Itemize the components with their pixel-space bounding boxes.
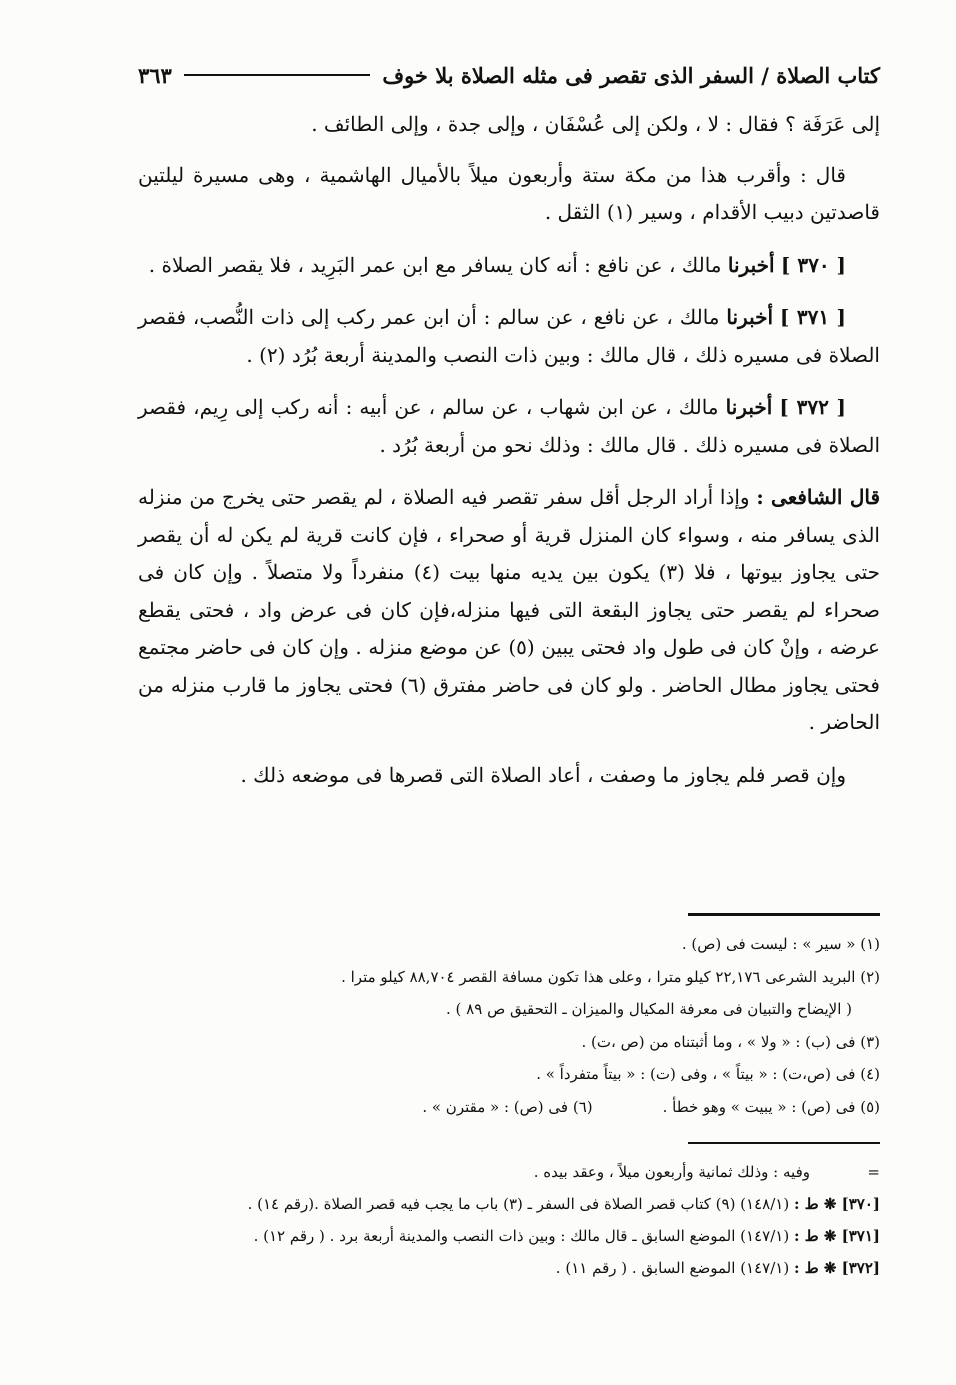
header-rule — [184, 74, 370, 76]
main-text — [138, 106, 880, 809]
continuation-text: وفيه : وذلك ثمانية وأربعون ميلاً ، وعقد بيده . — [533, 1163, 810, 1181]
hadith-371 — [138, 299, 880, 374]
reference-text-371: (١٤٧/١) الموضع السابق ـ قال مالك : وبين ذات النصب والمدينة أربعة برد . ( رقم ١٢) . — [253, 1227, 790, 1245]
hadith-number-370: [ ٣٧٠ ] — [780, 252, 846, 277]
hadith-lead-371: أخبرنا — [726, 305, 774, 329]
page-number: ٣٦٣ — [138, 62, 172, 88]
footnote-3: (٣) فى (ب) : « ولا » ، وما أثبتناه من (ص ،ت) . — [581, 1032, 880, 1051]
hadith-lead-372: أخبرنا — [725, 395, 773, 419]
reference-371 — [138, 1220, 880, 1252]
shafii-commentary — [138, 479, 880, 742]
hadith-370 — [138, 247, 880, 285]
hadith-text-370: مالك ، عن نافع : أنه كان يسافر مع ابن عمر البَرِيد ، فلا يقصر الصلاة . — [148, 252, 722, 277]
footnote-5-6 — [138, 1091, 880, 1124]
hadith-lead-370: أخبرنا — [727, 252, 775, 277]
reference-text-372: (١٤٧/١) الموضع السابق . ( رقم ١١) . — [555, 1259, 790, 1277]
paragraph-final: وإن قصر فلم يجاوز ما وصفت ، أعاد الصلاة التى قصرها فى موضعه ذلك . — [240, 762, 846, 787]
footnote-5: (٥) فى (ص) : « يبيت » وهو خطأ . — [662, 1097, 880, 1116]
continuation-mark: = — [867, 1163, 880, 1181]
footnotes — [138, 928, 880, 1123]
footnote-1: (١) « سير » : ليست فى (ص) . — [681, 935, 880, 953]
reference-continuation — [138, 1156, 880, 1188]
footnote-2: (٢) البريد الشرعى ٢٢,١٧٦ كيلو مترا ، وعلى هذا تكون مسافة القصر ٨٨,٧٠٤ كيلو مترا . — [341, 967, 880, 986]
references — [138, 1156, 880, 1284]
paragraph-distance: قال : وأقرب هذا من مكة ستة وأربعون ميلاً بالأميال الهاشمية ، وهى مسيرة ليلتين قاصدتين دبيب الأقدام ، وسير (١) الثقل . — [138, 162, 880, 224]
hadith-372 — [138, 389, 880, 464]
shafii-lead: قال الشافعى : — [756, 485, 881, 509]
reference-370 — [138, 1188, 880, 1220]
reference-code-370: [٣٧٠] ❋ ط : — [793, 1195, 880, 1213]
hadith-text-371: مالك ، عن نافع ، عن سالم : أن ابن عمر ركب إلى ذات النُّصب، فقصر الصلاة فى مسيره ذلك ، قال مالك : وبين ذات النصب والمدينة أربعة بُرُد (٢) . — [138, 305, 880, 367]
hadith-number-372: [ ٣٧٢ ] — [779, 395, 847, 419]
footnote-2-source: ( الإيضاح والتبيان فى معرفة المكيال والميزان ـ التحقيق ص ٨٩ ) . — [446, 1000, 852, 1018]
hadith-number-371: [ ٣٧١ ] — [779, 305, 847, 329]
hadith-text-372: مالك ، عن ابن شهاب ، عن سالم ، عن أبيه : أنه ركب إلى رِيم، فقصر الصلاة فى مسيره ذلك . قال مالك : وذلك نحو من أربعة بُرُد . — [138, 395, 880, 457]
footnote-4: (٤) فى (ص،ت) : « بيتاً » ، وفى (ت) : « بيتاً متفرداً » . — [536, 1065, 880, 1083]
shafii-text: وإذا أراد الرجل أقل سفر تقصر فيه الصلاة ، لم يقصر حتى يخرج من منزله الذى يسافر منه ، وسواء كان المنزل قرية أو صحراء ، فإن كانت قرية لم يكن له أن يقصر حتى يجاوز بيوتها ، فلا (٣) يكون بين يديه منها بيت (٤) منفرداً ولا متصلاً . وإن كان فى صحراء لم يقصر حتى يجاوز البقعة التى فيها منزله،فإن كان فى عرض واد ، فحتى يقطع عرضه ، وإنْ كان فى طول واد فحتى يبين (٥) عن موضع منزله . وإن كان فى حاضر مجتمع فحتى يجاوز مطال الحاضر . ولو كان فى حاضر مفترق (٦) فحتى يجاوز ما قارب منزله من الحاضر . — [138, 485, 880, 734]
paragraph-continuation: إلى عَرَفَة ؟ فقال : لا ، ولكن إلى عُسْفَان ، وإلى جدة ، وإلى الطائف . — [311, 112, 880, 136]
reference-372 — [138, 1252, 880, 1284]
reference-separator — [688, 1142, 880, 1144]
reference-text-370: (١٤٨/١) (٩) كتاب قصر الصلاة فى السفر ـ (٣) باب ما يجب فيه قصر الصلاة .(رقم ١٤) . — [247, 1195, 790, 1213]
footnote-6: (٦) فى (ص) : « مقترن » . — [422, 1097, 593, 1116]
footnote-separator — [688, 913, 880, 916]
running-header — [138, 58, 880, 92]
header-title: كتاب الصلاة / السفر الذى تقصر فى مثله الصلاة بلا خوف — [382, 62, 880, 88]
reference-code-372: [٣٧٢] ❋ ط : — [793, 1259, 880, 1277]
reference-code-371: [٣٧١] ❋ ط : — [793, 1227, 880, 1245]
